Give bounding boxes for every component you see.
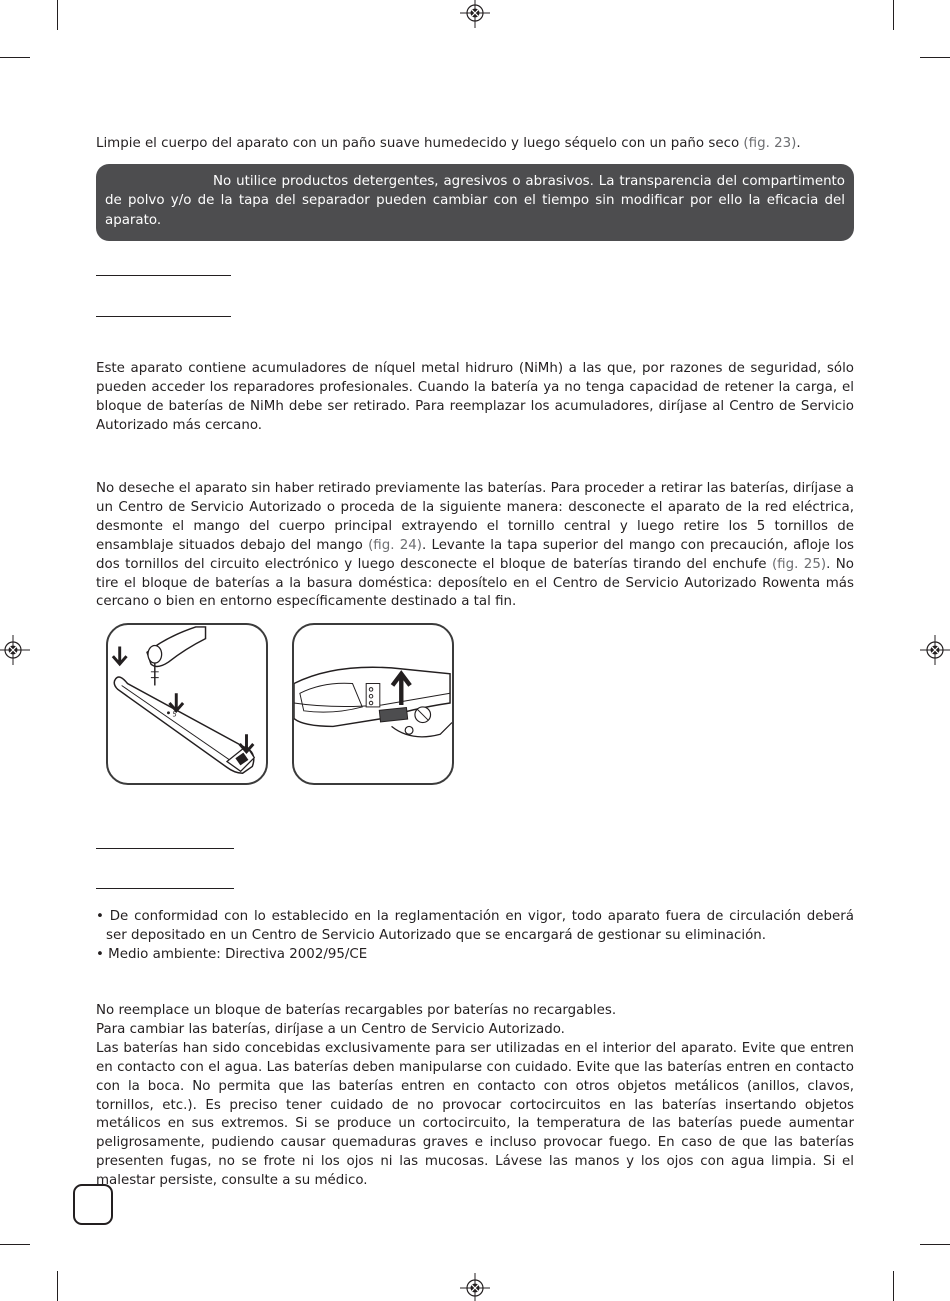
- section-heading-rule: [96, 848, 234, 849]
- disposal-paragraph: [96, 480, 854, 612]
- disposal-text-3: . No tire el bloque de baterías a la basura doméstica: deposítelo en el Centro de Servicio Autorizado Rowenta más cercano o bien en entorno específicamente destinado a tal fin.: [96, 556, 854, 610]
- crop-mark: [0, 1244, 30, 1245]
- warning-text: No utilice productos detergentes, agresivos o abrasivos. La transparencia del compartimento de polvo y/o de la tapa del separador pueden cambiar con el tiempo sin modificar por ello la eficacia del aparato.: [105, 174, 845, 228]
- fig-25-reference: (fig. 25): [771, 556, 827, 572]
- disposal-text-2: . Levante la tapa superior del mango con precaución, afloje los dos tornillos del circuito electrónico y luego desconecte el bloque de baterías tirando del enchufe: [96, 537, 854, 572]
- crop-mark: [893, 1271, 894, 1301]
- crop-mark: [57, 0, 58, 30]
- figure-24: [106, 623, 268, 785]
- battery-removal-illustration-icon: [294, 625, 452, 783]
- environment-bullets: [96, 908, 854, 965]
- crop-mark: [893, 0, 894, 30]
- safety-line-1: No reemplace un bloque de baterías recargables por baterías no recargables.: [96, 1003, 617, 1018]
- page-number-box: [73, 1184, 113, 1225]
- registration-mark-icon: [460, 0, 490, 30]
- warning-box: [96, 164, 854, 241]
- fig-24-reference: (fig. 24): [368, 537, 422, 553]
- registration-mark-icon: [0, 635, 30, 665]
- cleaning-instruction: [96, 135, 854, 154]
- disposal-text-1: No deseche el aparato sin haber retirado previamente las baterías. Para proceder a retirar las baterías, diríjase a un Centro de Servicio Autorizado o proceda de la siguiente manera: desconecte el aparato de la red eléctrica, desmonte el mango del cuerpo principal extrayendo el tornillo central y luego retire los 5 tornillos de ensamblaje situados debajo del mango: [96, 481, 854, 553]
- bullet-item: • Medio ambiente: Directiva 2002/95/CE: [96, 946, 368, 962]
- battery-paragraph: [96, 360, 854, 436]
- handle-screws-illustration-icon: [108, 625, 266, 783]
- battery-safety-section: [96, 1002, 854, 1191]
- crop-mark: [57, 1271, 58, 1301]
- crop-mark: [920, 1244, 950, 1245]
- cleaning-text-end: .: [796, 136, 801, 151]
- crop-mark: [0, 57, 30, 58]
- section-heading-rule: [96, 888, 234, 889]
- registration-mark-icon: [460, 1271, 490, 1301]
- crop-mark: [920, 57, 950, 58]
- bullet-item: • De conformidad con lo establecido en la reglamentación en vigor, todo aparato fuera de circulación deberá ser depositado en un Centro de Servicio Autorizado que se encargará de gestionar su eliminación.: [96, 909, 854, 943]
- figure-25: [292, 623, 454, 785]
- battery-text: Este aparato contiene acumuladores de níquel metal hidruro (NiMh) a las que, por razones de seguridad, sólo pueden acceder los reparadores profesionales. Cuando la batería ya no tenga capacidad de retener la carga, el bloque de baterías de NiMh debe ser retirado. Para reemplazar los acumuladores, diríjase al Centro de Servicio Autorizado más cercano.: [96, 361, 854, 433]
- cleaning-text: Limpie el cuerpo del aparato con un paño suave humedecido y luego séquelo con un paño seco: [96, 136, 740, 151]
- fig-23-reference: (fig. 23): [743, 136, 797, 151]
- registration-mark-icon: [920, 635, 950, 665]
- screw-count-label: 5: [172, 710, 177, 719]
- section-heading-rule: [96, 316, 231, 317]
- section-heading-rule: [96, 275, 231, 276]
- safety-body: Las baterías han sido concebidas exclusivamente para ser utilizadas en el interior del aparato. Evite que entren en contacto con el agua. Las baterías deben manipularse con cuidado. Evite que las baterías entren en contacto con la boca. No permita que las baterías entren en contacto con otros objetos metálicos (anillos, clavos, tornillos, etc.). Es preciso tener cuidado de no provocar cortocircuitos en las baterías insertando objetos metálicos en sus extremos. Si se produce un cortocircuito, la temperatura de las baterías puede aumentar peligrosamente, pudiendo causar quemaduras graves e incluso provocar fuego. En caso de que las baterías presenten fugas, no se frote ni los ojos ni las mucosas. Lávese las manos y los ojos con agua limpia. Si el malestar persiste, consulte a su médico.: [96, 1040, 854, 1189]
- safety-line-2: Para cambiar las baterías, diríjase a un Centro de Servicio Autorizado.: [96, 1021, 565, 1037]
